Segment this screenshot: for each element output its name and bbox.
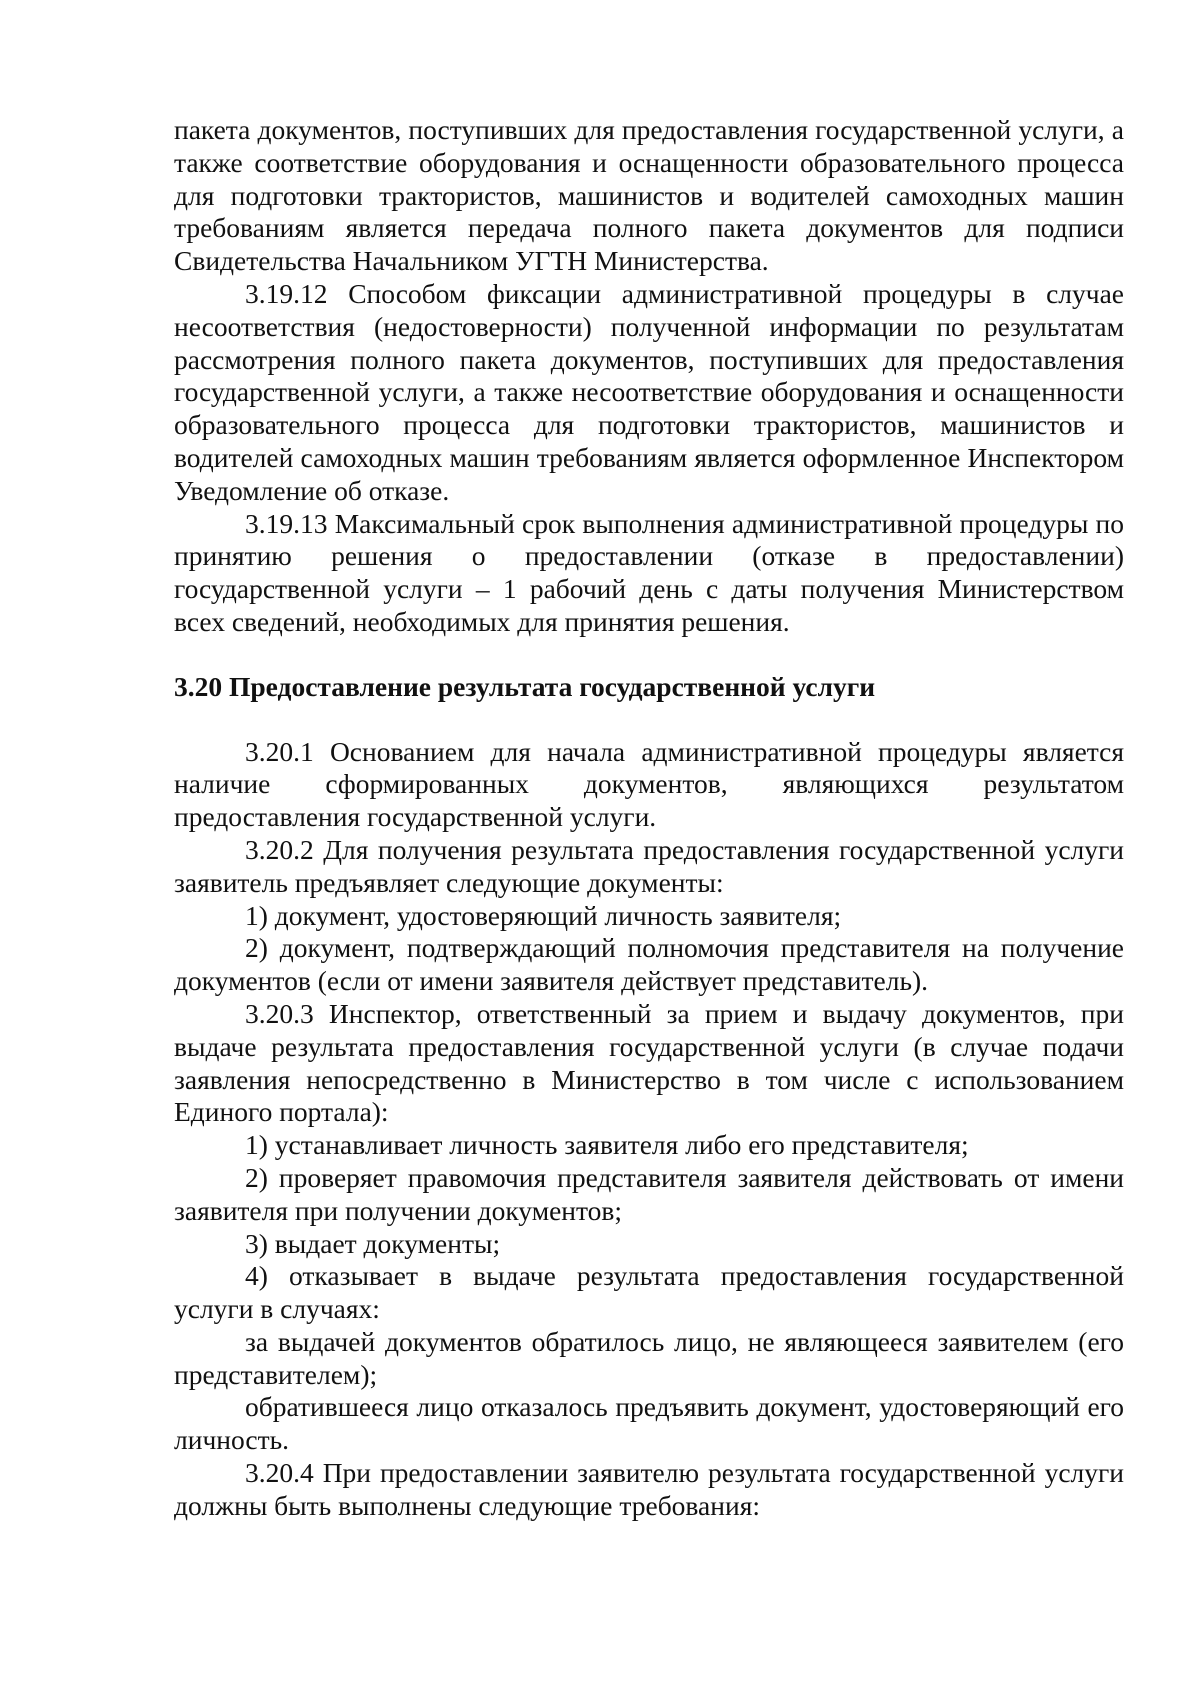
paragraph-continuation: пакета документов, поступивших для предоставления государственной услуги, а также соответствие оборудования и оснащенности образовательного процесса для подготовки трактористов, машинистов и водителей самоходных машин требованиям является передача полного пакета документов для подписи Свидетельства Начальником УГТН Министерства. xyxy=(174,114,1124,277)
list-item: за выдачей документов обратилось лицо, не являющееся заявителем (его представителем); xyxy=(174,1325,1124,1390)
document-page xyxy=(174,114,1124,1523)
list-item: 1) устанавливает личность заявителя либо его представителя; xyxy=(245,1129,969,1161)
list-item: 1) документ, удостоверяющий личность заявителя; xyxy=(245,899,842,931)
paragraph-3-20-2: 3.20.2 Для получения результата предоставления государственной услуги заявитель предъявляет следующие документы: xyxy=(174,833,1124,898)
list-item: 2) документ, подтверждающий полномочия представителя на получение документов (если от имени заявителя действует представитель). xyxy=(174,932,1124,997)
paragraph-3-20-3: 3.20.3 Инспектор, ответственный за прием и выдачу документов, при выдаче результата предоставления государственной услуги (в случае подачи заявления непосредственно в Министерство в том числе с использованием Единого портала): xyxy=(174,997,1124,1128)
list-item: обратившееся лицо отказалось предъявить документ, удостоверяющий его личность. xyxy=(174,1391,1124,1456)
list-item: 4) отказывает в выдаче результата предоставления государственной услуги в случаях: xyxy=(174,1260,1124,1325)
paragraph-3-19-13: 3.19.13 Максимальный срок выполнения административной процедуры по принятию решения о предоставлении (отказе в предоставлении) государственной услуги – 1 рабочий день с даты получения Министерством всех сведений, необходимых для принятия решения. xyxy=(174,507,1124,637)
paragraph-3-20-1: 3.20.1 Основанием для начала административной процедуры является наличие сформированных документов, являющихся результатом предоставления государственной услуги. xyxy=(174,735,1124,833)
section-heading: 3.20 Предоставление результата государственной услуги xyxy=(174,670,876,702)
list-item: 2) проверяет правомочия представителя заявителя действовать от имени заявителя при получении документов; xyxy=(174,1161,1124,1226)
paragraph-3-19-12: 3.19.12 Способом фиксации административной процедуры в случае несоответствия (недостоверности) полученной информации по результатам рассмотрения полного пакета документов, поступивших для предоставления государственной услуги, а также несоответствие оборудования и оснащенности образовательного процесса для подготовки трактористов, машинистов и водителей самоходных машин требованиям является оформленное Инспектором Уведомление об отказе. xyxy=(174,277,1124,506)
paragraph-3-20-4: 3.20.4 При предоставлении заявителю результата государственной услуги должны быть выполнены следующие требования: xyxy=(174,1457,1124,1521)
list-item: 3) выдает документы; xyxy=(245,1227,501,1259)
